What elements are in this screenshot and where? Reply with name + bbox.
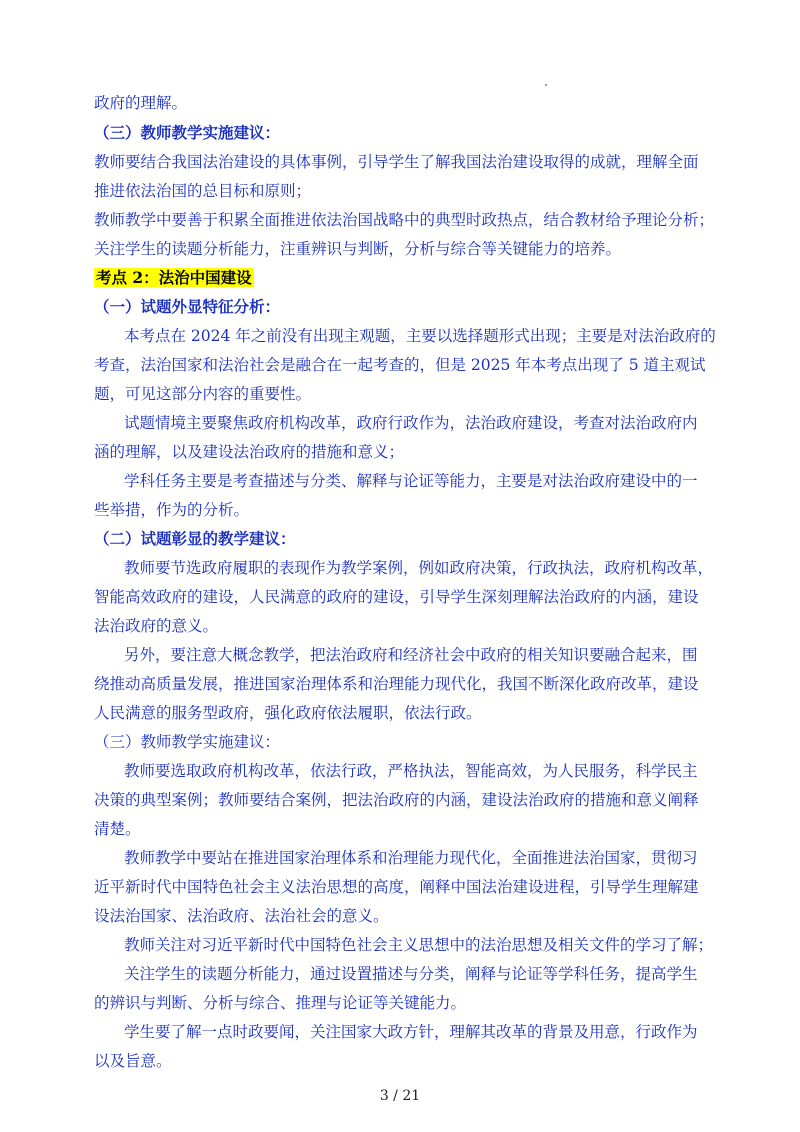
- text-line: 学科任务主要是考查描述与分类、解释与论证等能力，主要是对法治政府建设中的一: [124, 472, 698, 490]
- text-line: 题，可见这部分内容的重要性。: [94, 385, 312, 403]
- text-line: 的辨识与判断、分析与综合、推理与论证等关键能力。: [94, 994, 467, 1012]
- topic-heading-highlight: 考点 2：法治中国建设: [96, 268, 252, 287]
- text-line: 近平新时代中国特色社会主义法治思想的高度，阐释中国法治建设进程，引导学生理解建: [94, 878, 699, 896]
- speck-mark: [545, 84, 547, 86]
- text-line: 考查，法治国家和法治社会是融合在一起考查的，但是 2025 年本考点出现了 5 道主观试: [94, 356, 706, 374]
- text-line: 关注学生的读题分析能力，注重辨识与判断，分析与综合等关键能力的培养。: [94, 240, 622, 258]
- text-line: 本考点在 2024 年之前没有出现主观题，主要以选择题形式出现；主要是对法治政府的: [124, 327, 716, 345]
- text-line: 涵的理解，以及建设法治政府的措施和意义；: [94, 443, 405, 461]
- text-line: 清楚。: [94, 820, 141, 838]
- section-heading: （三）教师教学实施建议：: [94, 123, 281, 142]
- text-line: 智能高效政府的建设，人民满意的政府的建设，引导学生深刻理解法治政府的内涵，建设: [94, 588, 699, 606]
- text-line: 设法治国家、法治政府、法治社会的意义。: [94, 907, 389, 925]
- section-heading: （二）试题彰显的教学建议：: [94, 529, 296, 548]
- text-line: 些举措，作为的分析。: [94, 501, 250, 519]
- page-number: 3 / 21: [379, 1088, 421, 1104]
- text-line: 教师教学中要善于积累全面推进依法治国战略中的典型时政热点，结合教材给予理论分析；: [94, 211, 715, 229]
- text-line: 以及旨意。: [94, 1052, 172, 1070]
- text-line: 关注学生的读题分析能力，通过设置描述与分类，阐释与论证等学科任务，提高学生: [124, 965, 698, 983]
- text-line: 法治政府的意义。: [94, 617, 219, 635]
- section-heading: （一）试题外显特征分析：: [94, 297, 281, 316]
- text-line: 教师要节选政府履职的表现作为教学案例，例如政府决策，行政执法，政府机构改革，: [124, 559, 714, 577]
- text-line: 教师关注对习近平新时代中国特色社会主义思想中的法治思想及相关文件的学习了解；: [124, 936, 714, 954]
- section-heading: （三）教师教学实施建议：: [94, 733, 281, 751]
- text-line: 政府的理解。: [94, 94, 188, 112]
- text-line: 决策的典型案例；教师要结合案例，把法治政府的内涵，建设法治政府的措施和意义阐释: [94, 791, 699, 809]
- text-line: 试题情境主要聚焦政府机构改革，政府行政作为，法治政府建设，考查对法治政府内: [124, 414, 698, 432]
- text-line: 推进依法治国的总目标和原则；: [94, 182, 312, 200]
- text-line: 教师要结合我国法治建设的具体事例，引导学生了解我国法治建设取得的成就，理解全面: [94, 153, 699, 171]
- text-line: 人民满意的服务型政府，强化政府依法履职，依法行政。: [94, 704, 482, 722]
- topic-heading: [94, 265, 734, 291]
- text-line: 绕推动高质量发展，推进国家治理体系和治理能力现代化，我国不断深化政府改革，建设: [94, 675, 699, 693]
- text-line: 学生要了解一点时政要闻，关注国家大政方针，理解其改革的背景及用意，行政作为: [124, 1023, 698, 1041]
- text-line: 教师要选取政府机构改革，依法行政，严格执法，智能高效，为人民服务，科学民主: [124, 762, 698, 780]
- text-line: 教师教学中要站在推进国家治理体系和治理能力现代化，全面推进法治国家，贯彻习: [124, 849, 698, 867]
- text-line: 另外，要注意大概念教学，把法治政府和经济社会中政府的相关知识要融合起来，围: [124, 646, 698, 664]
